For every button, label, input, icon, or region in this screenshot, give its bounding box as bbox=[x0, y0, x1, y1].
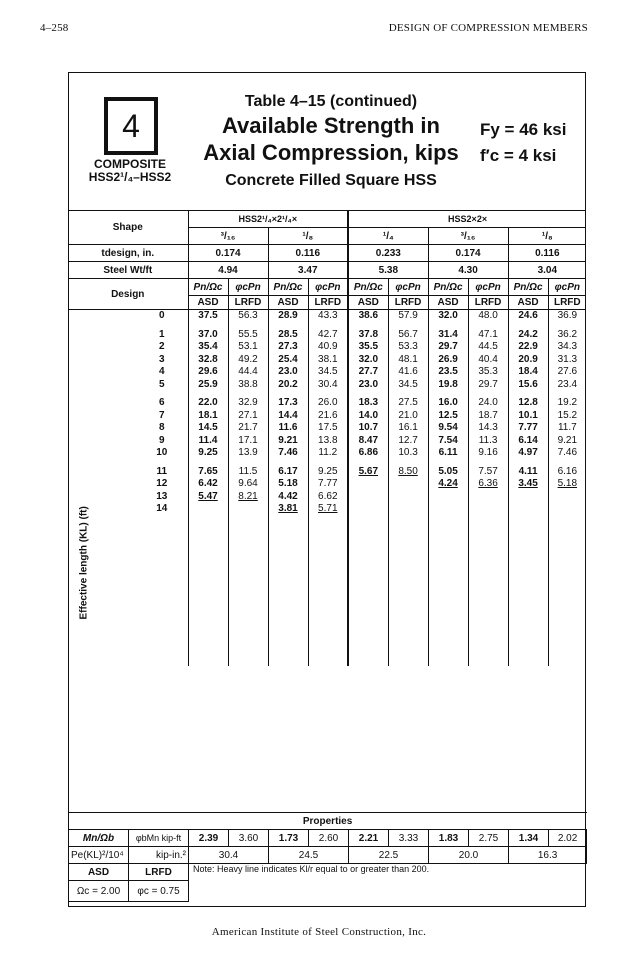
asd-label: ASD bbox=[508, 296, 548, 310]
strength-cell: 6.42 bbox=[188, 478, 228, 491]
weight-value: 3.04 bbox=[508, 262, 586, 279]
strength-cell: 11.3 bbox=[468, 435, 508, 448]
pe-label: Pe(KL)²/10⁴ bbox=[69, 847, 129, 864]
strength-cell: 16.1 bbox=[388, 422, 428, 435]
strength-cell: 26.0 bbox=[308, 397, 348, 410]
strength-cell: 5.67 bbox=[348, 466, 388, 479]
table-row bbox=[68, 435, 586, 448]
strength-cell: 48.0 bbox=[468, 310, 508, 323]
strength-cell: 13.8 bbox=[308, 435, 348, 448]
strength-cell bbox=[348, 478, 388, 491]
thickness-5: ¹/₈ bbox=[508, 228, 586, 245]
tdesign-value: 0.174 bbox=[428, 245, 508, 262]
strength-cell bbox=[508, 503, 548, 516]
strength-cell: 40.9 bbox=[308, 341, 348, 354]
strength-cell: 38.6 bbox=[348, 310, 388, 323]
strength-cell: 7.65 bbox=[188, 466, 228, 479]
strength-cell: 7.77 bbox=[508, 422, 548, 435]
strength-cell: 7.77 bbox=[308, 478, 348, 491]
strength-cell: 36.9 bbox=[548, 310, 586, 323]
strength-cell: 37.0 bbox=[188, 329, 228, 342]
strength-cell: 53.3 bbox=[388, 341, 428, 354]
properties-title: Properties bbox=[69, 813, 587, 830]
strength-cell bbox=[468, 503, 508, 516]
strength-cell: 29.6 bbox=[188, 366, 228, 379]
strength-cell: 34.5 bbox=[308, 366, 348, 379]
strength-cell: 38.1 bbox=[308, 354, 348, 367]
kl-value: 1 bbox=[158, 328, 165, 340]
asd-label: ASD bbox=[268, 296, 308, 310]
strength-cell: 20.9 bbox=[508, 354, 548, 367]
heavy-line-note: Note: Heavy line indicates Kl/r equal to or greater than 200. bbox=[189, 864, 587, 902]
strength-cell: 31.3 bbox=[548, 354, 586, 367]
strength-cell: 6.86 bbox=[348, 447, 388, 460]
strength-cell: 32.8 bbox=[188, 354, 228, 367]
strength-cell: 17.5 bbox=[308, 422, 348, 435]
lrfd-col-header: φcPn bbox=[228, 279, 268, 296]
strength-cell: 55.5 bbox=[228, 329, 268, 342]
tdesign-label: tdesign, in. bbox=[68, 245, 188, 262]
strength-cell: 10.3 bbox=[388, 447, 428, 460]
lrfd-col-header: φcPn bbox=[548, 279, 586, 296]
asd-label: ASD bbox=[188, 296, 228, 310]
strength-cell: 18.3 bbox=[348, 397, 388, 410]
strength-cell: 17.1 bbox=[228, 435, 268, 448]
strength-cell: 27.5 bbox=[388, 397, 428, 410]
strength-cell: 41.6 bbox=[388, 366, 428, 379]
strength-cell bbox=[388, 503, 428, 516]
composite-word: COMPOSITE bbox=[93, 157, 166, 171]
strength-cell bbox=[388, 491, 428, 504]
strength-cell: 21.6 bbox=[308, 410, 348, 423]
strength-cell: 31.4 bbox=[428, 329, 468, 342]
strength-cell: 5.47 bbox=[188, 491, 228, 504]
strength-cell: 34.3 bbox=[548, 341, 586, 354]
shape-group-1: HSS2¹/₄×2¹/₄× bbox=[188, 211, 348, 228]
strength-cell: 6.36 bbox=[468, 478, 508, 491]
tdesign-value: 0.233 bbox=[348, 245, 428, 262]
design-label: Design bbox=[68, 279, 188, 310]
table-row bbox=[68, 379, 586, 392]
strength-cell: 9.54 bbox=[428, 422, 468, 435]
composite-label bbox=[72, 158, 188, 184]
pe-unit: kip-in.² bbox=[129, 847, 189, 864]
strength-cell bbox=[428, 491, 468, 504]
title-line-1: Available Strength in bbox=[221, 113, 440, 138]
kl-value: 2 bbox=[158, 341, 165, 352]
lrfd-label: LRFD bbox=[388, 296, 428, 310]
strength-cell bbox=[228, 503, 268, 516]
kl-value: 5 bbox=[158, 378, 165, 390]
strength-cell: 19.2 bbox=[548, 397, 586, 410]
omega-value: Ωc = 2.00 bbox=[69, 881, 129, 902]
weight-label: Steel Wt/ft bbox=[68, 262, 188, 279]
kl-value: 3 bbox=[158, 353, 165, 365]
strength-cell: 4.24 bbox=[428, 478, 468, 491]
strength-cell: 32.0 bbox=[428, 310, 468, 323]
kl-value: 10 bbox=[156, 447, 168, 458]
strength-cell: 22.0 bbox=[188, 397, 228, 410]
strength-cell: 12.5 bbox=[428, 410, 468, 423]
strength-cell: 13.9 bbox=[228, 447, 268, 460]
fy-value: Fy = 46 ksi bbox=[480, 120, 567, 139]
asd-col-header: Pn/Ωc bbox=[268, 279, 308, 296]
strength-cell: 21.7 bbox=[228, 422, 268, 435]
thickness-4: ³/₁₆ bbox=[428, 228, 508, 245]
page-number: 4–258 bbox=[40, 22, 69, 34]
strength-cell: 24.2 bbox=[508, 329, 548, 342]
strength-cell: 14.3 bbox=[468, 422, 508, 435]
mn-value: 2.60 bbox=[309, 830, 349, 847]
strength-cell: 27.1 bbox=[228, 410, 268, 423]
strength-cell: 53.1 bbox=[228, 341, 268, 354]
strength-cell bbox=[508, 491, 548, 504]
tdesign-value: 0.116 bbox=[268, 245, 348, 262]
strength-cell: 9.25 bbox=[188, 447, 228, 460]
strength-cell: 11.5 bbox=[228, 466, 268, 479]
table-row bbox=[68, 397, 586, 410]
strength-cell: 9.16 bbox=[468, 447, 508, 460]
strength-cell: 26.9 bbox=[428, 354, 468, 367]
subtitle: Concrete Filled Square HSS bbox=[225, 172, 437, 189]
strength-cell: 5.18 bbox=[548, 478, 586, 491]
strength-cell: 3.81 bbox=[268, 503, 308, 516]
kl-value: 14 bbox=[156, 503, 168, 514]
strength-cell: 29.7 bbox=[468, 379, 508, 392]
strength-cell: 23.0 bbox=[348, 379, 388, 392]
strength-cell: 23.0 bbox=[268, 366, 308, 379]
strength-cell: 48.1 bbox=[388, 354, 428, 367]
strength-cell: 7.54 bbox=[428, 435, 468, 448]
strength-cell: 6.62 bbox=[308, 491, 348, 504]
strength-cell: 10.7 bbox=[348, 422, 388, 435]
mn-value: 1.73 bbox=[269, 830, 309, 847]
strength-cell: 44.4 bbox=[228, 366, 268, 379]
publisher-footer: American Institute of Steel Construction, Inc. bbox=[211, 926, 427, 938]
strength-cell: 11.7 bbox=[548, 422, 586, 435]
table-row bbox=[68, 410, 586, 423]
composite-range: HSS2¹/₄–HSS2 bbox=[88, 170, 172, 184]
mn-value: 2.75 bbox=[469, 830, 509, 847]
table-row bbox=[68, 491, 586, 504]
strength-cell: 20.2 bbox=[268, 379, 308, 392]
table-row bbox=[68, 310, 586, 323]
strength-cell: 56.3 bbox=[228, 310, 268, 323]
strength-cell: 43.3 bbox=[308, 310, 348, 323]
strength-cell: 6.17 bbox=[268, 466, 308, 479]
strength-cell: 27.3 bbox=[268, 341, 308, 354]
strength-cell: 6.14 bbox=[508, 435, 548, 448]
strength-table bbox=[68, 210, 586, 907]
strength-cell: 11.6 bbox=[268, 422, 308, 435]
strength-cell: 56.7 bbox=[388, 329, 428, 342]
strength-cell: 28.5 bbox=[268, 329, 308, 342]
mn-label: Mn/Ωb bbox=[69, 830, 129, 847]
kl-value: 9 bbox=[158, 434, 165, 446]
strength-cell: 15.6 bbox=[508, 379, 548, 392]
strength-cell: 30.4 bbox=[308, 379, 348, 392]
kl-value: 4 bbox=[158, 366, 165, 377]
strength-cell: 15.2 bbox=[548, 410, 586, 423]
table-row bbox=[68, 366, 586, 379]
strength-cell bbox=[548, 503, 586, 516]
strength-cell: 19.8 bbox=[428, 379, 468, 392]
strength-cell: 14.0 bbox=[348, 410, 388, 423]
strength-cell bbox=[188, 503, 228, 516]
table-row bbox=[68, 329, 586, 342]
lrfd-label: LRFD bbox=[129, 864, 189, 881]
strength-cell: 27.7 bbox=[348, 366, 388, 379]
strength-cell: 14.4 bbox=[268, 410, 308, 423]
kl-value: 12 bbox=[156, 478, 168, 489]
strength-cell: 37.8 bbox=[348, 329, 388, 342]
kl-value: 13 bbox=[156, 490, 168, 502]
strength-cell: 36.2 bbox=[548, 329, 586, 342]
strength-cell bbox=[388, 478, 428, 491]
strength-cell: 35.4 bbox=[188, 341, 228, 354]
shape-group-2: HSS2×2× bbox=[348, 211, 586, 228]
strength-cell: 32.9 bbox=[228, 397, 268, 410]
strength-cell: 18.4 bbox=[508, 366, 548, 379]
mn-value: 1.83 bbox=[429, 830, 469, 847]
strength-cell: 35.5 bbox=[348, 341, 388, 354]
strength-cell: 21.0 bbox=[388, 410, 428, 423]
strength-cell: 18.7 bbox=[468, 410, 508, 423]
strength-cell: 44.5 bbox=[468, 341, 508, 354]
strength-cell: 16.0 bbox=[428, 397, 468, 410]
strength-cell bbox=[468, 491, 508, 504]
strength-cell: 17.3 bbox=[268, 397, 308, 410]
table-number: Table 4–15 (continued) bbox=[244, 93, 418, 110]
strength-cell: 11.2 bbox=[308, 447, 348, 460]
mn-lrfd-label: φbMn kip-ft bbox=[129, 830, 189, 847]
strength-cell: 12.7 bbox=[388, 435, 428, 448]
table-row bbox=[68, 341, 586, 354]
table-row bbox=[68, 466, 586, 479]
asd-label: ASD bbox=[69, 864, 129, 881]
strength-cell: 7.46 bbox=[268, 447, 308, 460]
strength-cell: 6.16 bbox=[548, 466, 586, 479]
kl-value: 11 bbox=[156, 465, 168, 477]
kl-value: 0 bbox=[158, 310, 165, 321]
lrfd-col-header: φcPn bbox=[388, 279, 428, 296]
section-title: DESIGN OF COMPRESSION MEMBERS bbox=[388, 22, 588, 34]
strength-cell bbox=[548, 491, 586, 504]
axis-label: Effective length (KL) (ft) bbox=[78, 506, 90, 620]
strength-cell: 25.4 bbox=[268, 354, 308, 367]
table-row bbox=[68, 447, 586, 460]
strength-cell: 29.7 bbox=[428, 341, 468, 354]
table-row bbox=[68, 503, 586, 516]
strength-cell: 5.18 bbox=[268, 478, 308, 491]
strength-cell: 40.4 bbox=[468, 354, 508, 367]
lrfd-col-header: φcPn bbox=[308, 279, 348, 296]
asd-col-header: Pn/Ωc bbox=[348, 279, 388, 296]
strength-cell: 4.42 bbox=[268, 491, 308, 504]
strength-cell: 14.5 bbox=[188, 422, 228, 435]
tdesign-value: 0.116 bbox=[508, 245, 586, 262]
asd-col-header: Pn/Ωc bbox=[508, 279, 548, 296]
mn-value: 2.02 bbox=[549, 830, 587, 847]
weight-value: 4.30 bbox=[428, 262, 508, 279]
strength-cell: 9.21 bbox=[268, 435, 308, 448]
weight-value: 5.38 bbox=[348, 262, 428, 279]
asd-label: ASD bbox=[348, 296, 388, 310]
strength-cell: 18.1 bbox=[188, 410, 228, 423]
strength-cell: 9.21 bbox=[548, 435, 586, 448]
strength-cell: 57.9 bbox=[388, 310, 428, 323]
strength-cell: 24.6 bbox=[508, 310, 548, 323]
strength-cell: 42.7 bbox=[308, 329, 348, 342]
strength-cell bbox=[348, 491, 388, 504]
kl-value: 6 bbox=[158, 397, 165, 408]
asd-label: ASD bbox=[428, 296, 468, 310]
mn-value: 2.39 bbox=[189, 830, 229, 847]
tdesign-value: 0.174 bbox=[188, 245, 268, 262]
properties-section bbox=[68, 812, 586, 902]
strength-cell: 10.1 bbox=[508, 410, 548, 423]
title-line-2: Axial Compression, kips bbox=[203, 140, 459, 165]
lrfd-label: LRFD bbox=[308, 296, 348, 310]
fc-value: f′c = 4 ksi bbox=[480, 146, 557, 165]
strength-cell: 8.47 bbox=[348, 435, 388, 448]
strength-cell: 49.2 bbox=[228, 354, 268, 367]
strength-cell: 12.8 bbox=[508, 397, 548, 410]
strength-cell: 25.9 bbox=[188, 379, 228, 392]
strength-cell: 47.1 bbox=[468, 329, 508, 342]
mn-value: 1.34 bbox=[509, 830, 549, 847]
strength-cell: 24.0 bbox=[468, 397, 508, 410]
strength-cell: 4.11 bbox=[508, 466, 548, 479]
shape-header: Shape bbox=[68, 211, 188, 245]
strength-cell: 23.4 bbox=[548, 379, 586, 392]
mn-value: 3.60 bbox=[229, 830, 269, 847]
strength-cell: 38.8 bbox=[228, 379, 268, 392]
strength-cell: 3.45 bbox=[508, 478, 548, 491]
strength-cell bbox=[348, 503, 388, 516]
table-row bbox=[68, 478, 586, 491]
strength-cell: 11.4 bbox=[188, 435, 228, 448]
thickness-1: ³/₁₆ bbox=[188, 228, 268, 245]
kl-value: 8 bbox=[158, 422, 165, 433]
strength-cell: 7.46 bbox=[548, 447, 586, 460]
strength-cell: 6.11 bbox=[428, 447, 468, 460]
strength-cell: 5.71 bbox=[308, 503, 348, 516]
strength-cell: 9.25 bbox=[308, 466, 348, 479]
strength-cell: 5.05 bbox=[428, 466, 468, 479]
table-row bbox=[68, 422, 586, 435]
table-row bbox=[68, 354, 586, 367]
lrfd-label: LRFD bbox=[228, 296, 268, 310]
strength-cell: 32.0 bbox=[348, 354, 388, 367]
strength-cell: 7.57 bbox=[468, 466, 508, 479]
mn-value: 2.21 bbox=[349, 830, 389, 847]
asd-col-header: Pn/Ωc bbox=[188, 279, 228, 296]
strength-cell: 8.21 bbox=[228, 491, 268, 504]
weight-value: 3.47 bbox=[268, 262, 348, 279]
pe-value: 20.0 bbox=[429, 847, 509, 864]
mn-value: 3.33 bbox=[389, 830, 429, 847]
chapter-badge: 4 bbox=[104, 97, 158, 155]
strength-cell: 4.97 bbox=[508, 447, 548, 460]
thickness-2: ¹/₈ bbox=[268, 228, 348, 245]
pe-value: 16.3 bbox=[509, 847, 587, 864]
strength-cell: 8.50 bbox=[388, 466, 428, 479]
thickness-3: ¹/₄ bbox=[348, 228, 428, 245]
lrfd-label: LRFD bbox=[468, 296, 508, 310]
strength-cell: 27.6 bbox=[548, 366, 586, 379]
pe-value: 30.4 bbox=[189, 847, 269, 864]
kl-value: 7 bbox=[158, 409, 165, 421]
lrfd-col-header: φcPn bbox=[468, 279, 508, 296]
asd-col-header: Pn/Ωc bbox=[428, 279, 468, 296]
lrfd-label: LRFD bbox=[548, 296, 586, 310]
strength-cell bbox=[428, 503, 468, 516]
strength-cell: 35.3 bbox=[468, 366, 508, 379]
weight-value: 4.94 bbox=[188, 262, 268, 279]
strength-cell: 22.9 bbox=[508, 341, 548, 354]
phi-value: φc = 0.75 bbox=[129, 881, 189, 902]
strength-cell: 23.5 bbox=[428, 366, 468, 379]
pe-value: 24.5 bbox=[269, 847, 349, 864]
strength-cell: 34.5 bbox=[388, 379, 428, 392]
strength-cell: 9.64 bbox=[228, 478, 268, 491]
strength-cell: 28.9 bbox=[268, 310, 308, 323]
strength-cell: 37.5 bbox=[188, 310, 228, 323]
pe-value: 22.5 bbox=[349, 847, 429, 864]
